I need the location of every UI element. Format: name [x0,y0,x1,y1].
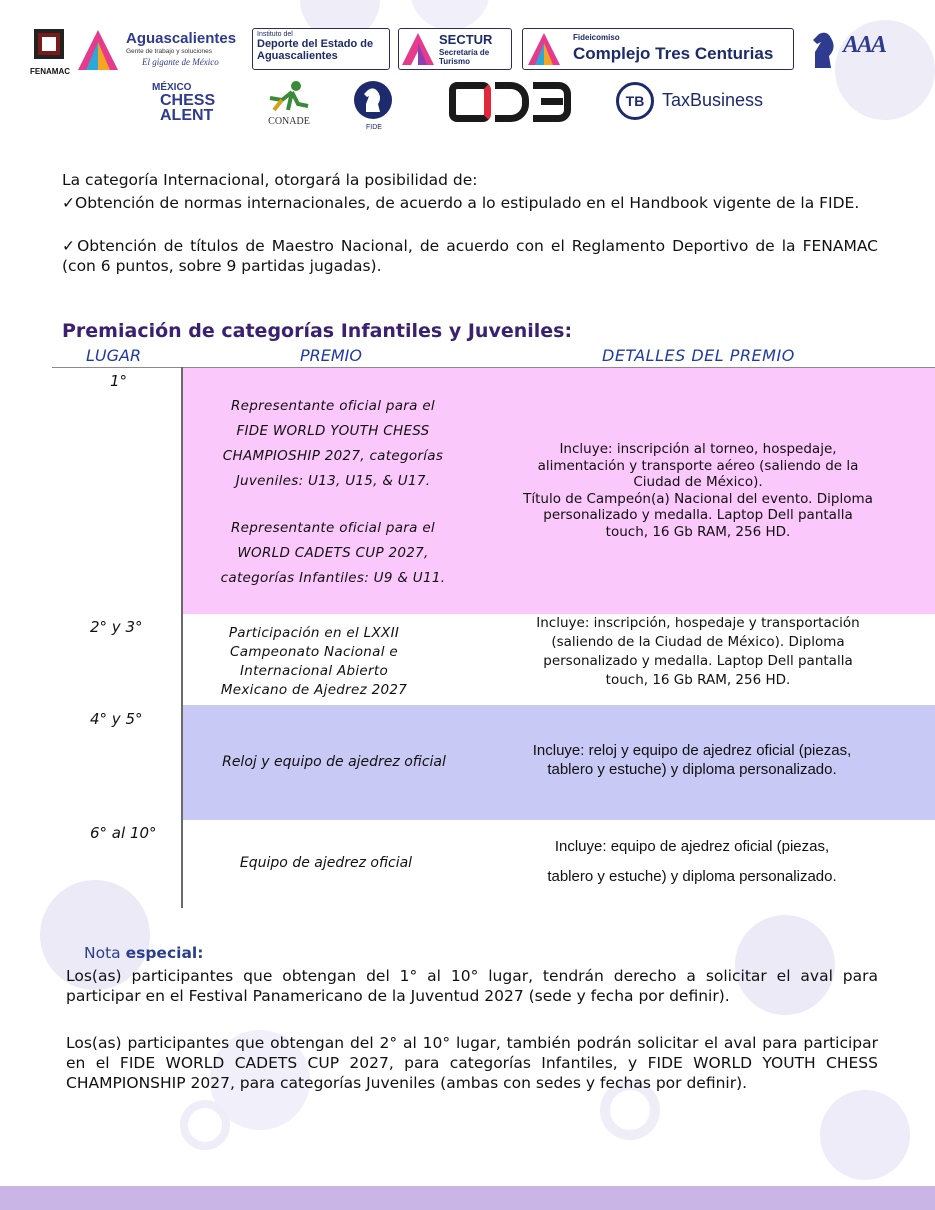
row4-detalle [492,832,892,892]
mct-line2: CHESS [160,92,216,109]
row1-premio-youth-line: CHAMPIOSHIP 2027, categorías [222,448,444,464]
nota-title [84,944,203,962]
footer-band [0,1186,935,1210]
taxbusiness-logo [616,82,796,124]
header-divider [52,367,935,368]
row1-detalle-line: touch, 16 Gb RAM, 256 HD. [605,523,791,540]
row3-detalle-line: tablero y estuche) y diploma personalizado. [547,761,837,778]
fenamac-logo [30,27,70,76]
row2-premio-line: Participación en el LXXII [228,625,400,641]
nota-paragraph-1: Los(as) participantes que obtengan del 1° al 10° lugar, tendrán derecho a solicitar el aval para participar en el Festival Panamericano de la Juventud 2027 (sede y fecha por definir). [66,967,878,1005]
row1-premio-cadets [188,516,478,591]
sectur-logo [398,28,512,70]
aguascalientes-sub: Gente de trabajo y soluciones [126,48,212,55]
row1-premio-youth-line: Juveniles: U13, U15, & U17. [235,473,431,489]
taxbusiness-text: TaxBusiness [662,90,764,110]
aguascalientes-slogan: El gigante de México [142,57,219,67]
row2-detalle-line: (saliendo de la Ciudad de México). Diploma [551,634,845,650]
row3-lugar: 4° y 5° [90,710,143,728]
row2-premio [196,624,432,700]
intro-item-titulos: ✓Obtención de títulos de Maestro Nacional, de acuerdo con el Reglamento Deportivo de la FENAMAC (con 6 puntos, sobre 9 partidas jugadas). [62,237,878,275]
d3-logo [449,80,581,126]
mexico-chess-talent-logo [148,82,230,128]
nota-paragraph-2: Los(as) participantes que obtengan del 2° al 10° lugar, también podrán solicitar el aval para participar en el FIDE WORLD CADETS CUP 2027, para categorías Infantiles, y FIDE WORLD YOUTH CHESS CHAMPIONSHIP 2027, para categorías Juveniles (ambas con sedes y fechas por definir). [66,1034,878,1092]
nota-title-a: Nota [84,944,121,962]
decor-circle [820,1090,910,1180]
row4-detalle-line: tablero y estuche) y diploma personalizado. [547,868,837,885]
row2-detalle-line: Incluye: inscripción, hospedaje y transportación [536,615,860,631]
fenamac-label: FENAMAC [30,67,70,76]
aaa-logo [805,26,907,72]
row1-detalle-line: alimentación y transporte aéreo (saliendo de la [537,457,859,474]
column-divider [181,367,183,908]
row4-lugar: 6° al 10° [90,824,157,842]
decor-circle [410,0,490,30]
row1-premio-cadets-line: WORLD CADETS CUP 2027, [237,545,429,561]
header-premio: PREMIO [300,346,362,365]
row4-premio: Equipo de ajedrez oficial [239,855,413,871]
row3-detalle-line: Incluye: reloj y equipo de ajedrez oficial (piezas, [532,742,852,759]
row1-lugar: 1° [110,372,128,390]
row2-detalle-line: touch, 16 Gb RAM, 256 HD. [605,672,791,688]
header-detalles: DETALLES DEL PREMIO [602,346,795,365]
row1-premio-cadets-line: categorías Infantiles: U9 & U11. [220,570,446,586]
header-lugar: LUGAR [86,346,142,365]
row1-detalle-line: Incluye: inscripción al torneo, hospedaje, [559,441,837,457]
mct-line3: ALENT [160,107,214,124]
fide-label: FIDE [366,124,382,131]
row1-detalle-line: Ciudad de México). [633,474,763,490]
row3-premio: Reloj y equipo de ajedrez oficial [222,754,446,770]
tres-centurias-big: Complejo Tres Centurias [573,44,774,63]
row2-premio-line: Campeonato Nacional e [230,644,398,660]
intro-item-normas: ✓Obtención de normas internacionales, de acuerdo a lo estipulado en el Handbook vigente de la FIDE. [62,194,860,212]
row1-detalle [492,441,904,540]
sectur-small: Secretaría de Turismo [439,48,490,66]
row1-detalle-line: Título de Campeón(a) Nacional del evento. Diploma [523,490,873,507]
row3-detalle [492,741,892,779]
tres-centurias-logo [522,28,794,70]
mct-line1: MÉXICO [152,82,192,93]
row2-detalle-line: personalizado y medalla. Laptop Dell pantalla [543,653,853,669]
row1-premio-cadets-line: Representante oficial para el [231,520,435,536]
row1-premio-youth-line: Representante oficial para el [231,398,435,414]
ide-small: Instituto del [257,31,293,38]
row1-premio-youth-line: FIDE WORLD YOUTH CHESS [236,423,430,439]
aaa-text: AAA [843,32,886,58]
tb-icon: TB [616,82,654,120]
section-title: Premiación de categorías Infantiles y Juveniles: [62,320,573,342]
row4-detalle-line: Incluye: equipo de ajedrez oficial (piezas, [554,838,830,855]
nota-title-b: especial: [125,944,204,962]
decor-circle [180,1100,230,1150]
row2-detalle [492,614,904,690]
ide-logo [252,28,390,70]
ide-big: Deporte del Estado de Aguascalientes [257,38,374,62]
aguascalientes-logo [76,28,246,73]
row1-detalle-line: personalizado y medalla. Laptop Dell pantalla [543,507,853,523]
row2-premio-line: Internacional Abierto [239,663,389,679]
row2-premio-line: Mexicano de Ajedrez 2027 [220,682,408,698]
conade-logo [262,80,316,126]
fide-logo [350,80,398,131]
row2-lugar: 2° y 3° [90,618,143,636]
aguascalientes-name: Aguascalientes [126,30,237,47]
tres-centurias-small: Fideicomiso [573,33,620,42]
conade-label: CONADE [268,116,310,127]
intro-heading: La categoría Internacional, otorgará la posibilidad de: [62,171,478,189]
row1-premio-youth [188,394,478,494]
sectur-big: SECTUR [439,32,493,47]
